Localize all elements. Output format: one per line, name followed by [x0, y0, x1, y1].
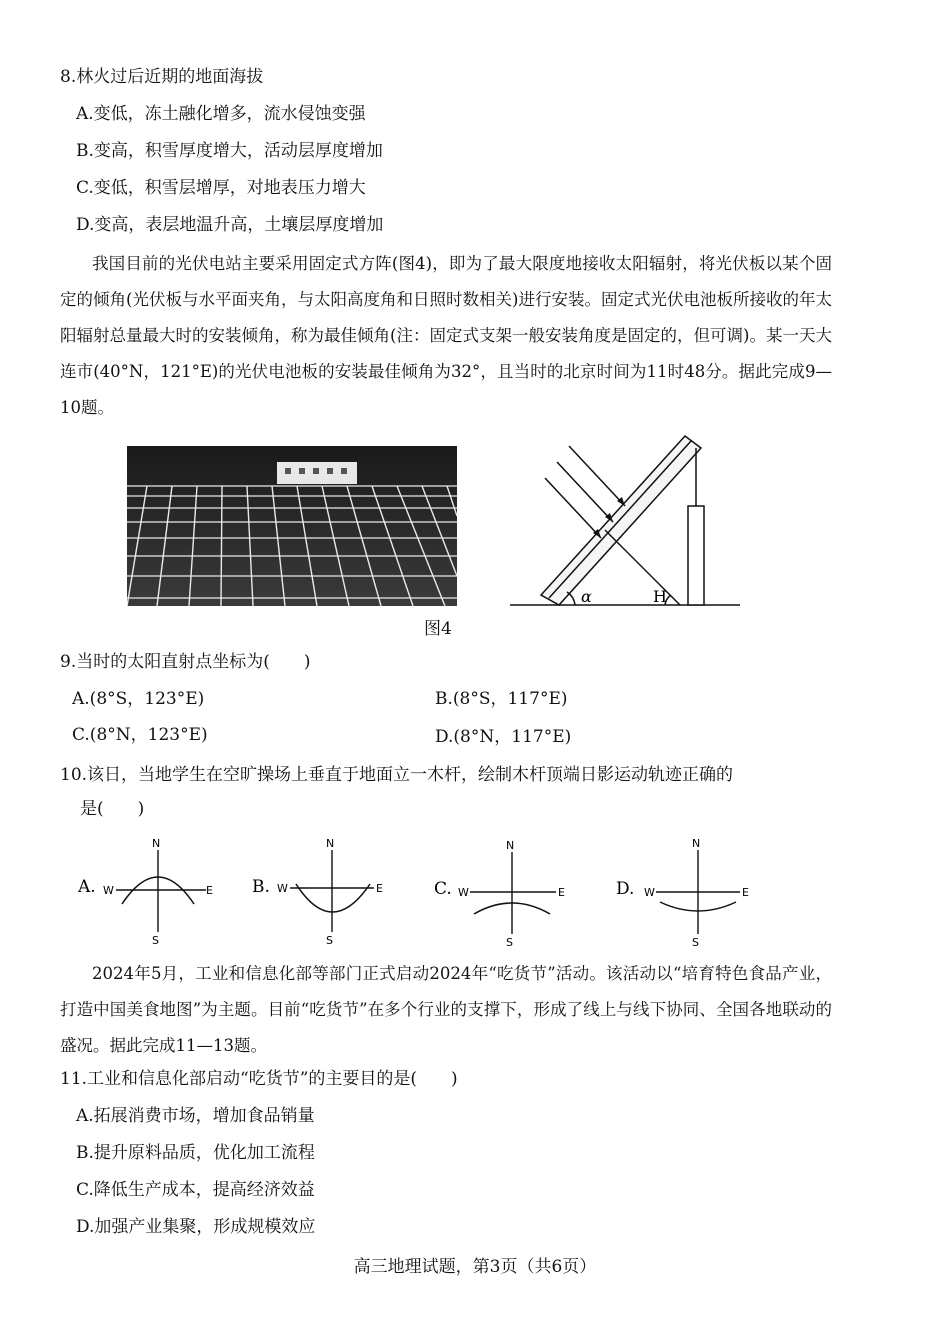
q11-option-b: B.提升原料品质，优化加工流程: [76, 1143, 315, 1163]
q10-stem-line2: 是( ): [80, 799, 145, 819]
svg-text:E: E: [206, 884, 213, 897]
svg-text:E: E: [376, 882, 383, 895]
q10-option-a-diagram: [78, 836, 238, 946]
svg-text:E: E: [558, 886, 565, 899]
svg-text:W: W: [644, 886, 655, 899]
q11-option-d: D.加强产业集聚，形成规模效应: [76, 1217, 316, 1237]
q10-option-d-diagram: [616, 836, 776, 946]
svg-text:E: E: [742, 886, 749, 899]
q9-option-b: B.(8°S，117°E): [435, 689, 568, 709]
q9-option-a: A.(8°S，123°E): [72, 689, 205, 709]
q8-stem: 8.林火过后近期的地面海拔: [60, 67, 264, 87]
q10-option-c-diagram: [434, 836, 594, 946]
figure4-caption: 图4: [424, 619, 452, 639]
figure4-h-label: H: [653, 587, 667, 606]
svg-text:N: N: [326, 837, 335, 850]
svg-text:N: N: [692, 837, 701, 850]
q11-stem: 11.工业和信息化部启动“吃货节”的主要目的是( ): [60, 1069, 458, 1089]
svg-text:A.: A.: [78, 877, 96, 897]
figure4-photo: [127, 446, 457, 606]
svg-text:W: W: [458, 886, 469, 899]
page-footer: 高三地理试题，第3页（共6页）: [353, 1257, 597, 1277]
svg-text:S: S: [692, 936, 699, 946]
svg-text:N: N: [152, 837, 161, 850]
figure4-diagram: [505, 430, 745, 610]
passage-9-10: 我国目前的光伏电站主要采用固定式方阵(图4)，即为了最大限度地接收太阳辐射，将光伏板以某个固定的倾角(光伏板与水平面夹角，与太阳高度角和日照时数相关)进行安装。固定式光伏电池板所接收的年太阳辐射总量最大时的安装倾角，称为最佳倾角(注：固定式支架一般安装角度是固定的，但可调)。某一天大连市(40°N，121°E)的光伏电池板的安装最佳倾角为32°，且当时的北京时间为11时48分。据此完成9—10题。: [60, 254, 832, 417]
svg-text:S: S: [152, 934, 159, 946]
passage-11-13: 2024年5月，工业和信息化部等部门正式启动2024年“吃货节”活动。该活动以“培育特色食品产业，打造中国美食地图”为主题。目前“吃货节”在多个行业的支撑下，形成了线上与线下协同、全国各地联动的盛况。据此完成11—13题。: [60, 964, 832, 1055]
svg-text:D.: D.: [616, 879, 635, 899]
q8-option-d: D.变高，表层地温升高，土壤层厚度增加: [76, 215, 384, 235]
q8-option-b: B.变高，积雪厚度增大，活动层厚度增加: [76, 141, 383, 161]
q10-stem-line1: 10.该日，当地学生在空旷操场上垂直于地面立一木杆，绘制木杆顶端日影运动轨迹正确的: [60, 765, 734, 785]
q10-option-b-diagram: [252, 836, 412, 946]
svg-text:C.: C.: [434, 879, 452, 899]
q9-option-c: C.(8°N，123°E): [72, 725, 208, 745]
q9-option-d: D.(8°N，117°E): [435, 727, 572, 747]
figure4-alpha-label: α: [581, 587, 592, 606]
q11-option-c: C.降低生产成本，提高经济效益: [76, 1180, 315, 1200]
q11-option-a: A.拓展消费市场，增加食品销量: [76, 1106, 315, 1126]
svg-text:B.: B.: [252, 877, 270, 897]
svg-text:W: W: [103, 884, 114, 897]
q8-option-c: C.变低，积雪层增厚，对地表压力增大: [76, 178, 366, 198]
svg-text:W: W: [277, 882, 288, 895]
q8-option-a: A.变低，冻土融化增多，流水侵蚀变强: [76, 104, 366, 124]
svg-text:S: S: [506, 936, 513, 946]
svg-text:S: S: [326, 934, 333, 946]
svg-text:N: N: [506, 839, 515, 852]
q9-stem: 9.当时的太阳直射点坐标为( ): [60, 652, 311, 672]
